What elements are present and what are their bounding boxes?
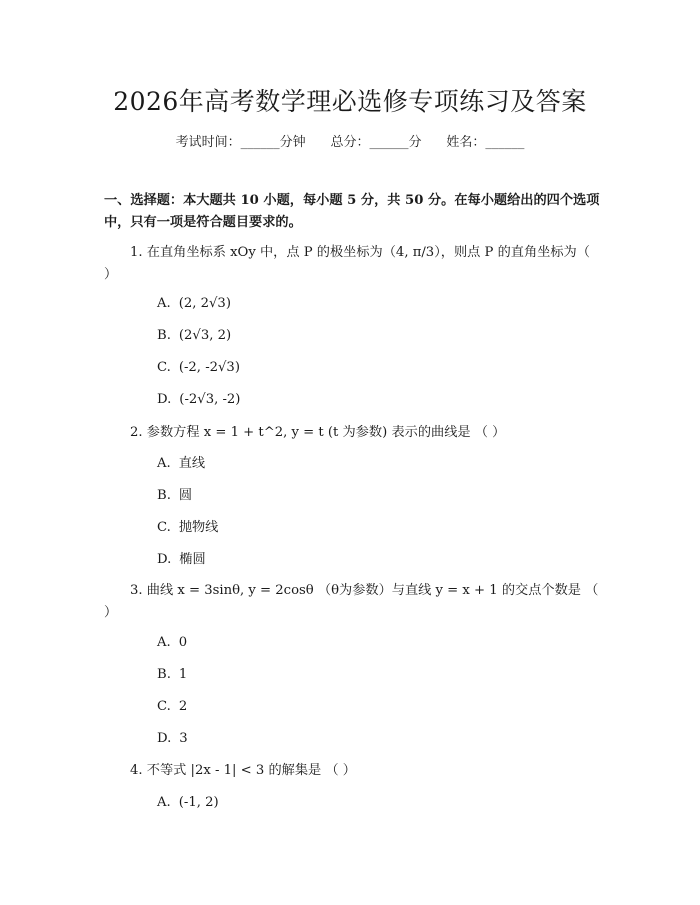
- option-item: [157, 518, 218, 538]
- option-text: (2√3, 2): [178, 328, 232, 343]
- option-letter: C.: [157, 699, 171, 714]
- option-letter: D.: [157, 392, 172, 407]
- option-item: [157, 486, 192, 506]
- question-stem: 1. 在直角坐标系 xOy 中，点 P 的极坐标为（4, π/3），则点 P 的直角坐标为（ ）: [104, 245, 590, 282]
- option-text: (-1, 2): [178, 795, 219, 810]
- option-item: [157, 358, 240, 378]
- option-text: 圆: [178, 488, 193, 503]
- time-unit: 分钟: [279, 135, 306, 150]
- score-unit: 分: [408, 135, 422, 150]
- option-item: [157, 729, 188, 749]
- option-item: [157, 697, 187, 717]
- option-item: [157, 793, 219, 813]
- score-label: 总分：: [330, 135, 370, 150]
- option-text: (-2, -2√3): [178, 360, 240, 375]
- option-text: 直线: [178, 456, 206, 471]
- option-text: (-2√3, -2): [179, 392, 241, 407]
- option-item: [157, 326, 231, 346]
- option-letter: D.: [157, 731, 172, 746]
- option-text: 2: [178, 699, 188, 714]
- option-item: [157, 665, 187, 685]
- option-letter: A.: [157, 456, 171, 471]
- option-text: 3: [179, 731, 188, 746]
- option-text: 0: [178, 635, 188, 650]
- option-letter: B.: [157, 328, 171, 343]
- section-heading: 一、选择题：本大题共 10 小题，每小题 5 分，共 50 分。在每小题给出的四个选项中，只有一项是符合题目要求的。: [104, 193, 600, 230]
- option-letter: C.: [157, 520, 171, 535]
- option-letter: A.: [157, 635, 171, 650]
- option-letter: A.: [157, 296, 171, 311]
- option-item: [157, 294, 231, 314]
- option-letter: B.: [157, 667, 171, 682]
- time-label: 考试时间：: [175, 135, 241, 150]
- option-letter: D.: [157, 552, 172, 567]
- name-label: 姓名：: [446, 135, 486, 150]
- option-text: (2, 2√3): [178, 296, 231, 311]
- option-item: [157, 390, 240, 410]
- option-item: [157, 550, 206, 570]
- option-item: [157, 454, 205, 474]
- time-blank: ______: [240, 135, 280, 150]
- question-stem: 4. 不等式 |2x - 1| < 3 的解集是 （ ）: [130, 763, 356, 778]
- option-text: 1: [178, 667, 188, 682]
- option-letter: B.: [157, 488, 171, 503]
- option-letter: C.: [157, 360, 171, 375]
- page-title: 2026年高考数学理必选修专项练习及答案: [113, 87, 587, 116]
- name-blank: ______: [485, 135, 525, 150]
- option-item: [157, 633, 187, 653]
- exam-meta: [0, 131, 700, 150]
- option-letter: A.: [157, 795, 171, 810]
- option-text: 抛物线: [178, 520, 219, 535]
- question-stem: 3. 曲线 x = 3sinθ, y = 2cosθ （θ为参数）与直线 y = x + 1 的交点个数是 （ ）: [104, 583, 599, 620]
- option-text: 椭圆: [179, 552, 206, 567]
- question-stem: 2. 参数方程 x = 1 + t^2, y = t (t 为参数) 表示的曲线是 （ ）: [130, 425, 506, 440]
- score-blank: ______: [369, 135, 409, 150]
